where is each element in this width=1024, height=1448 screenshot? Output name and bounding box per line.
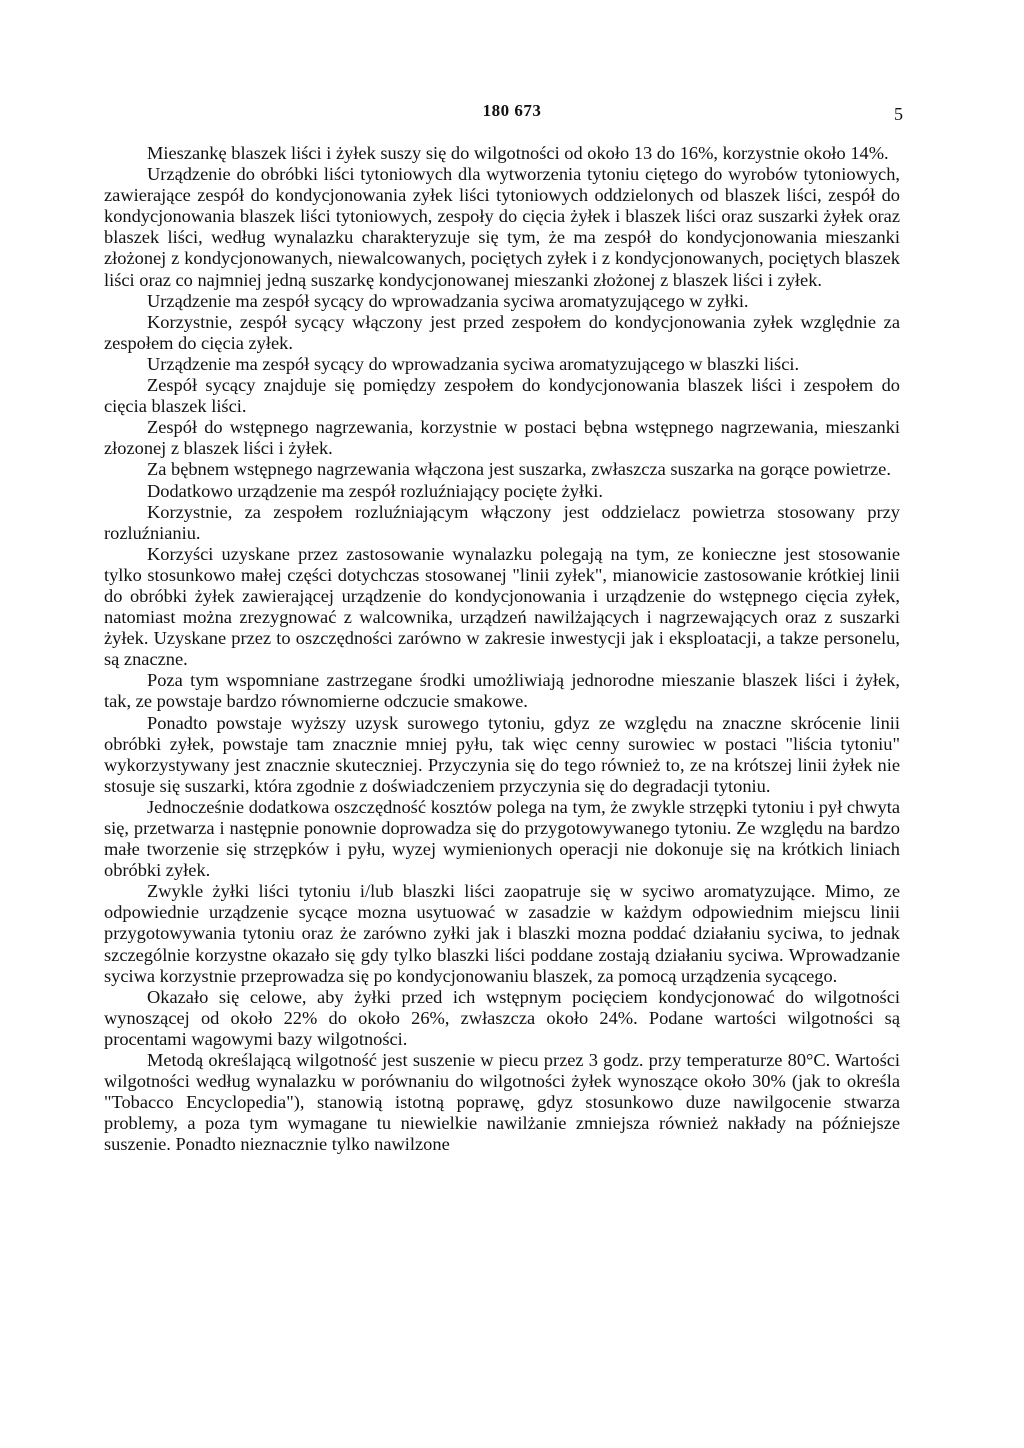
- paragraph: Dodatkowo urządzenie ma zespół rozluźniający pocięte żyłki.: [147, 480, 603, 501]
- paragraph: Zespół do wstępnego nagrzewania, korzystnie w postaci bębna wstępnego nagrzewania, mieszanki złozonej z blaszek liści i żyłek.: [104, 417, 900, 459]
- page-number: 5: [894, 104, 903, 124]
- paragraph: Korzystnie, zespół sycący włączony jest przed zespołem do kondycjonowania zyłek względnie za zespołem do cięcia zyłek.: [104, 311, 900, 353]
- body-text: [104, 143, 900, 1156]
- paragraph: Urządzenie ma zespół sycący do wprowadzania syciwa aromatyzującego w blaszki liści.: [147, 353, 800, 374]
- paragraph: Korzystnie, za zespołem rozluźniającym włączony jest oddzielacz powietrza stosowany przy rozluźnianiu.: [104, 501, 900, 543]
- paragraph: Jednocześnie dodatkowa oszczędność kosztów polega na tym, że zwykle strzępki tytoniu i pył chwyta się, przetwarza i następnie ponownie doprowadza się do przygotowywanego tytoniu. Ze względu na bardzo małe tworzenie się strzępków i pyłu, wyzej wymienionych operacji nie dokonuje się na krótkich liniach obróbki zyłek.: [104, 796, 900, 881]
- paragraph: Zespół sycący znajduje się pomiędzy zespołem do kondycjonowania blaszek liści i zespołem do cięcia blaszek liści.: [104, 375, 900, 417]
- paragraph: Okazało się celowe, aby żyłki przed ich wstępnym pocięciem kondycjonować do wilgotności wynoszącej od około 22% do około 26%, zwłaszcza około 24%. Podane wartości wilgotności są procentami wagowymi bazy wilgotności.: [104, 986, 900, 1049]
- paragraph: Metodą określającą wilgotność jest suszenie w piecu przez 3 godz. przy temperaturze 80°C. Wartości wilgotności według wynalazku w porównaniu do wilgotności żyłek wynoszące około 30% (jak to określa "Tobacco Encyclopedia"), stanowią istotną poprawę, gdyz stosunkowo duze nawilgocenie stwarza problemy, a poza tym wymagane tu niewielkie nawilżanie zmniejsza również nakłady na późniejsze suszenie. Ponadto nieznacznie tylko nawilzone: [104, 1050, 900, 1155]
- paragraph: Ponadto powstaje wyższy uzysk surowego tytoniu, gdyz ze względu na znaczne skrócenie linii obróbki zyłek, powstaje tam znacznie mniej pyłu, tak więc cenny surowiec w postaci "liścia tytoniu" wykorzystywany jest znacznie skuteczniej. Przyczynia się do tego również to, ze na krótszej linii żyłek nie stosuje się suszarki, która zgodnie z doświadczeniem przyczynia się do degradacji tytoniu.: [104, 712, 900, 796]
- paragraph: Zwykle żyłki liści tytoniu i/lub blaszki liści zaopatruje się w syciwo aromatyzujące. Mimo, ze odpowiednie urządzenie sycące mozna usytuować w zasadzie w każdym odpowiednim miejscu linii przygotowywania tytoniu oraz że zarówno zyłki jak i blaszki mozna poddać działaniu syciwa, to jednak szczególnie korzystne okazało się gdy tylko blaszki liści poddane zostają działaniu syciwa. Wprowadzanie syciwa korzystnie przeprowadza się po kondycjonowaniu blaszek, za pomocą urządzenia sycącego.: [104, 881, 900, 986]
- paragraph: Mieszankę blaszek liści i żyłek suszy się do wilgotności od około 13 do 16%, korzystnie około 14%.: [147, 143, 889, 163]
- paragraph: Poza tym wspomniane zastrzegane środki umożliwiają jednorodne mieszanie blaszek liści i żyłek, tak, ze powstaje bardzo równomierne odczucie smakowe.: [104, 670, 900, 712]
- paragraph: Korzyści uzyskane przez zastosowanie wynalazku polegają na tym, ze konieczne jest stosowanie tylko stosunkowo małej części dotychczas stosowanej "linii zyłek", mianowicie zastosowanie krótkiej linii do obróbki żyłek zawierającej urządzenie do kondycjonowania i urządzenie do wstępnego cięcia zyłek, natomiast można zrezygnować z walcownika, urządzeń nawilżających i nagrzewających oraz z suszarki żyłek. Uzyskane przez to oszczędności zarówno w zakresie inwestycji jak i eksploatacji, a takze personelu, są znaczne.: [104, 543, 900, 670]
- paragraph: Urządzenie ma zespół sycący do wprowadzania syciwa aromatyzującego w zyłki.: [147, 290, 749, 311]
- patent-number: 180 673: [482, 101, 542, 120]
- paragraph: Urządzenie do obróbki liści tytoniowych dla wytworzenia tytoniu ciętego do wyrobów tytoniowych, zawierające zespół do kondycjonowania zyłek liści tytoniowych oddzielonych od blaszek liści, zespół do kondycjonowania blaszek liści tytoniowych, zespoły do cięcia żyłek i blaszek liści oraz suszarki żyłek oraz blaszek liści, według wynalazku charakteryzuje się tym, że ma zespół do kondycjonowania mieszanki złożonej z kondycjonowanych, niewalcowanych, pociętych zyłek i z kondycjonowanych, pociętych blaszek liści oraz co najmniej jedną suszarkę kondycjonowanej mieszanki złożonej z blaszek liści i zyłek.: [104, 164, 900, 290]
- page-header: [0, 101, 1024, 125]
- paragraph: Za bębnem wstępnego nagrzewania włączona jest suszarka, zwłaszcza suszarka na gorące powietrze.: [147, 459, 891, 480]
